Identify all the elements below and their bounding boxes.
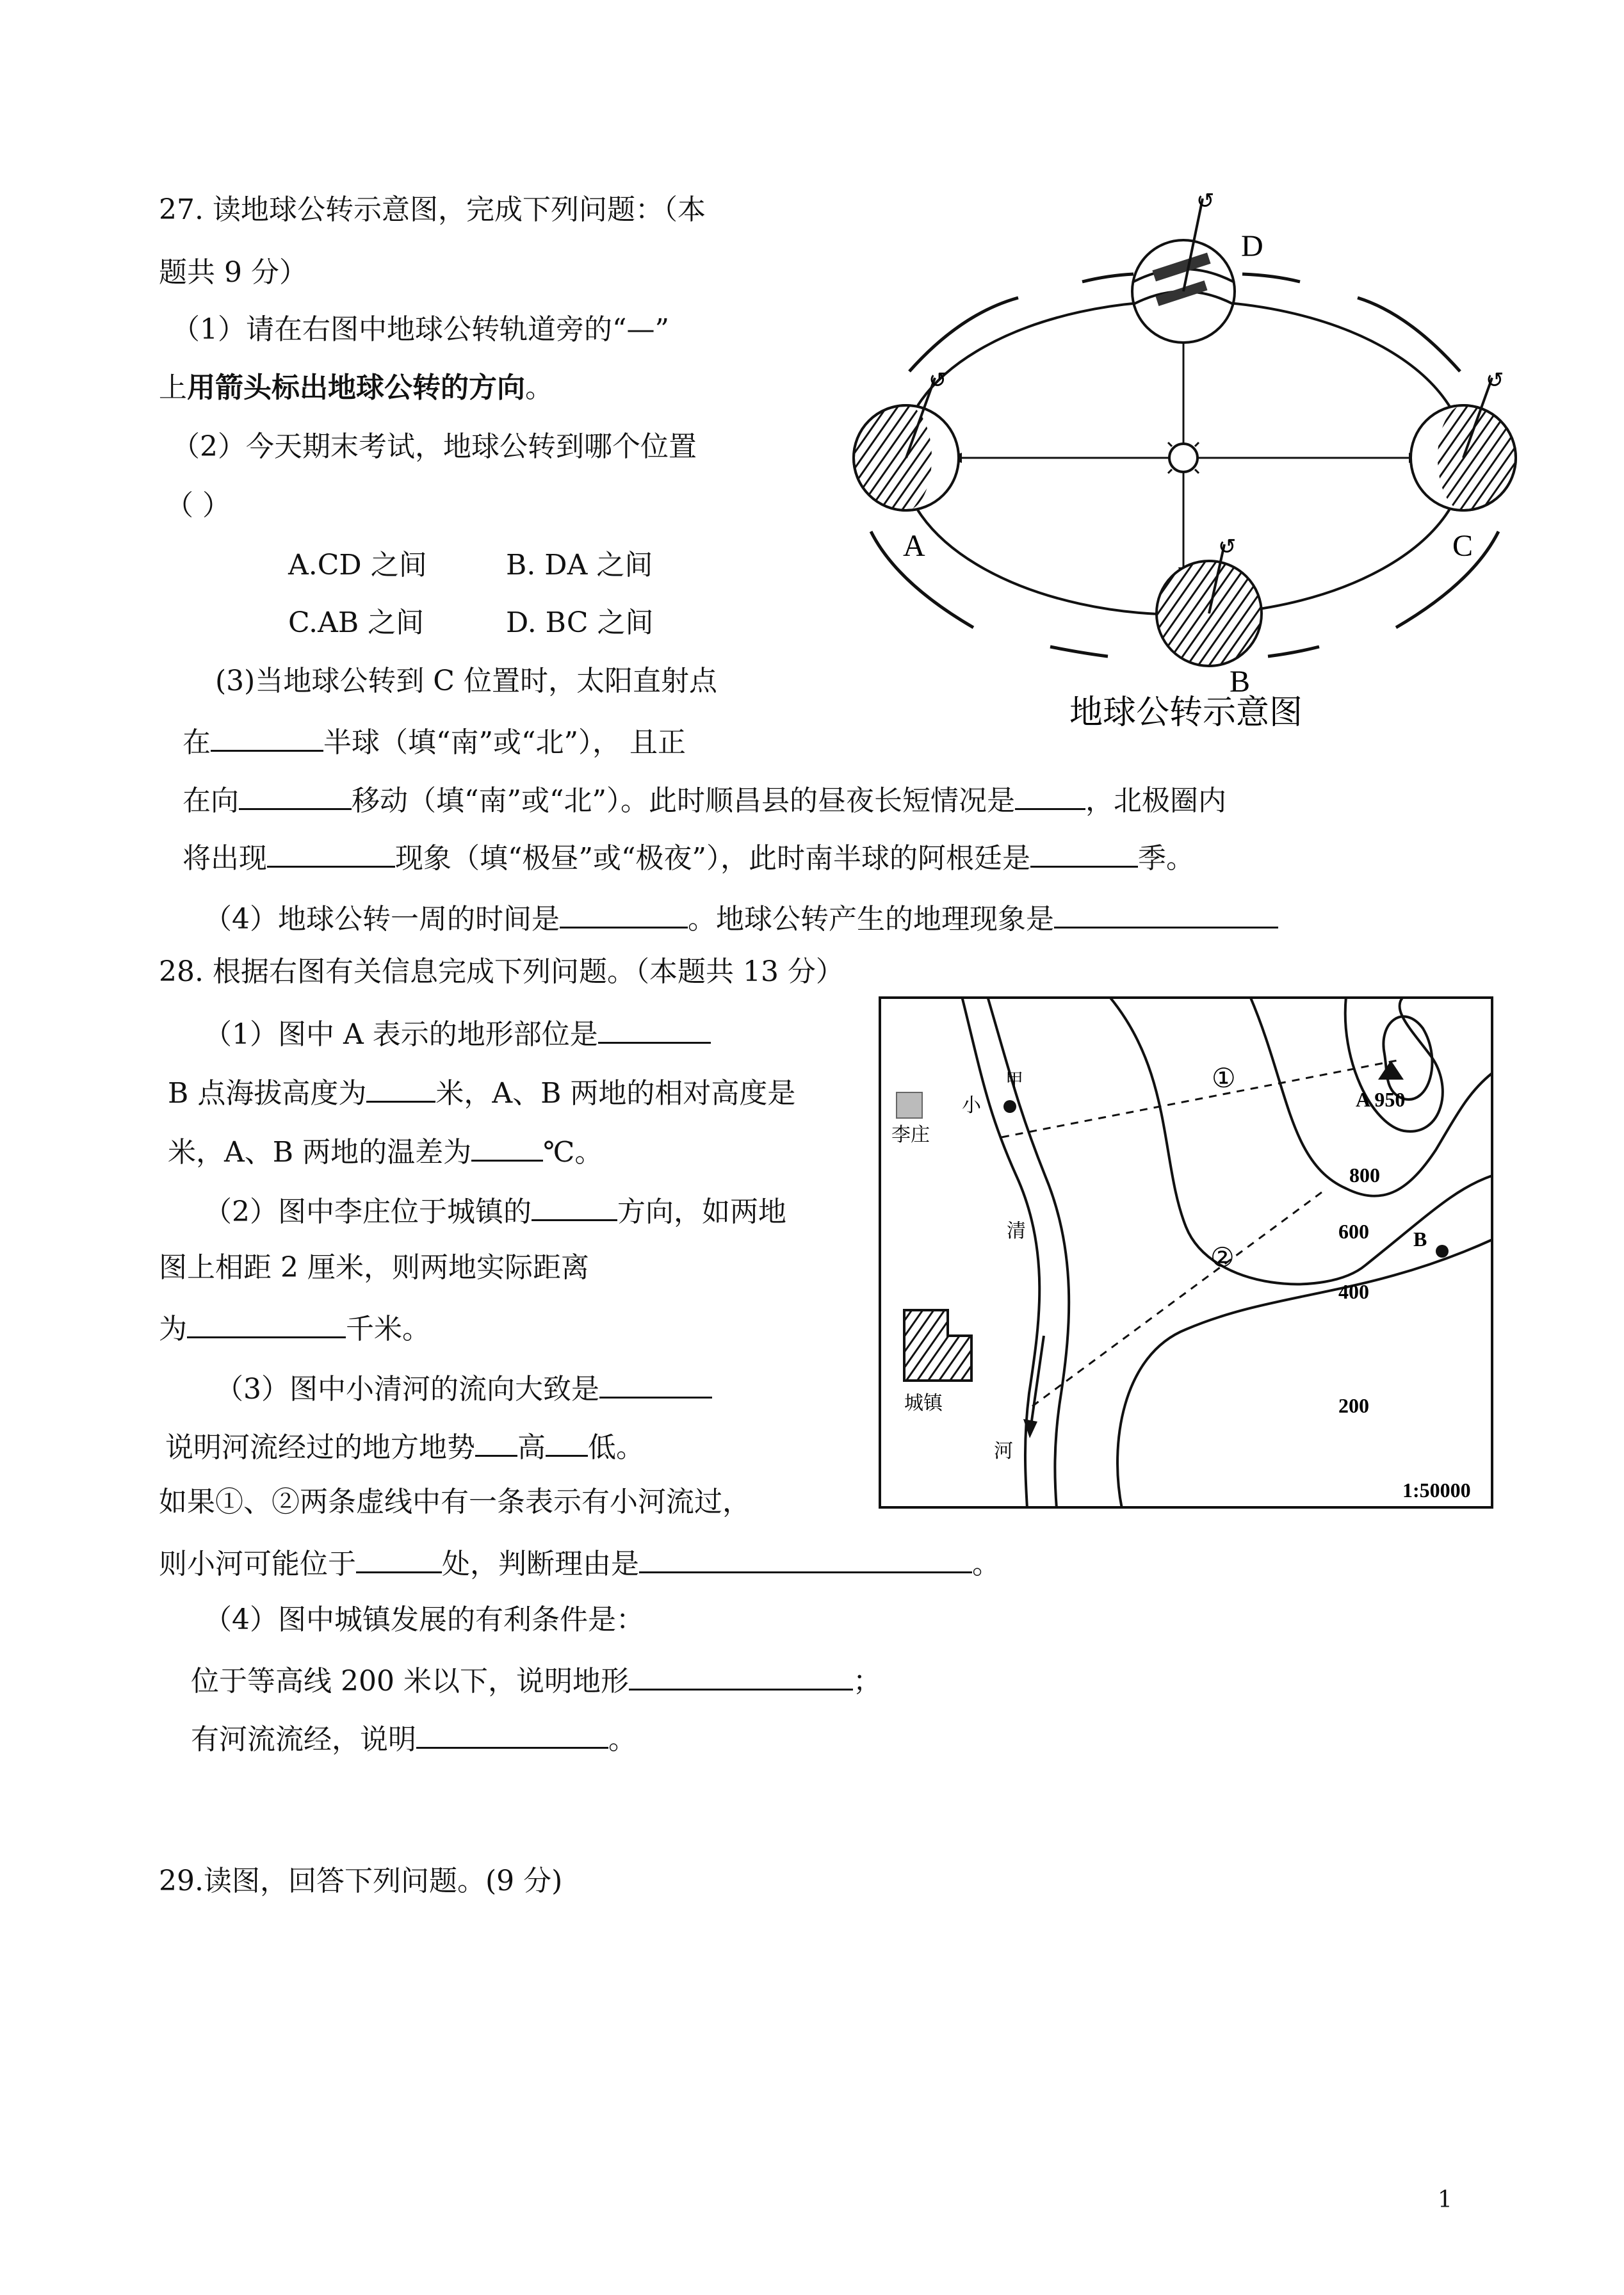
q28-part4-text: 。 — [608, 1723, 637, 1756]
q29-header: 29.读图，回答下列问题。(9 分) — [159, 1865, 563, 1897]
q28-part1-text: 米，A、B 两地的温差为 — [168, 1136, 472, 1169]
answer-blank[interactable] — [629, 1660, 853, 1691]
page-number: 1 — [1438, 2187, 1452, 2213]
svg-text:↺: ↺ — [929, 369, 947, 393]
q28-part1-text: （1）图中 A 表示的地形部位是 — [204, 1018, 598, 1051]
q27-part3-text: 移动（填“南”或“北”）。此时顺昌县的昼夜长短情况是 — [352, 784, 1015, 817]
svg-text:↺: ↺ — [1486, 369, 1504, 393]
q27-part3-text: ，北极圈内 — [1085, 784, 1226, 817]
q27-part2-paren: （ ） — [165, 489, 231, 522]
answer-blank[interactable] — [599, 1368, 712, 1399]
earth-revolution-diagram — [832, 186, 1537, 749]
q27-part3-text: 季。 — [1137, 842, 1194, 875]
answer-blank[interactable] — [1054, 898, 1278, 929]
point-b-icon — [1436, 1245, 1449, 1258]
answer-blank[interactable] — [416, 1719, 608, 1749]
q28-part3-line2 — [165, 1427, 644, 1466]
q28-part4-line3 — [191, 1719, 637, 1758]
map-frame — [880, 998, 1492, 1507]
label-c: C — [1452, 529, 1474, 563]
q28-part3-text: 高 — [517, 1431, 546, 1464]
contour-label: 400 — [1338, 1280, 1369, 1303]
q28-part2-text: （2）图中李庄位于城镇的 — [204, 1196, 532, 1228]
answer-blank[interactable] — [366, 1073, 435, 1103]
label-a: A — [903, 529, 925, 563]
q28-part2-text: 千米。 — [346, 1313, 430, 1345]
earth-position-b — [1157, 535, 1262, 666]
label-d: D — [1241, 229, 1263, 263]
q28-part3-text: （3）图中小清河的流向大致是 — [215, 1373, 599, 1406]
contour-label: 800 — [1349, 1164, 1380, 1187]
village-icon — [897, 1092, 922, 1118]
q27-part4-text: （4）地球公转一周的时间是 — [204, 903, 560, 936]
q27-part3-text: 现象（填“极昼”或“极夜”），此时南半球的阿根廷是 — [395, 842, 1030, 875]
q27-part4 — [204, 898, 1278, 937]
town-label: 城镇 — [904, 1393, 943, 1414]
q27-option-c: C.AB 之间 — [288, 606, 425, 639]
q28-part4-text: 位于等高线 200 米以下，说明地形 — [191, 1665, 629, 1698]
line-2-label: ② — [1210, 1244, 1235, 1273]
line-1-label: ① — [1212, 1064, 1236, 1094]
q27-option-d: D. BC 之间 — [506, 606, 654, 639]
q28-part3-text: 处，判断理由是 — [442, 1548, 639, 1580]
q27-part3-line4 — [183, 838, 1194, 877]
q28-part3 — [215, 1368, 712, 1407]
q28-part4: （4）图中城镇发展的有利条件是： — [204, 1603, 644, 1636]
q28-part2-text: 方向，如两地 — [617, 1196, 786, 1228]
answer-blank[interactable] — [1030, 838, 1138, 868]
answer-blank[interactable] — [546, 1427, 588, 1457]
q27-part3-text: 在向 — [183, 784, 239, 817]
answer-blank[interactable] — [267, 838, 395, 868]
answer-blank[interactable] — [471, 1131, 543, 1162]
figure-caption: 地球公转示意图 — [1069, 695, 1303, 731]
earth-position-a — [854, 369, 959, 510]
q28-part1-text: B 点海拔高度为 — [168, 1077, 367, 1110]
q27-option-a: A.CD 之间 — [288, 549, 427, 581]
river-char: 清 — [1007, 1220, 1026, 1242]
q27-part3-line3 — [183, 780, 1226, 819]
q28-part3-text: 说明河流经过的地方地势 — [165, 1431, 475, 1464]
svg-text:↺: ↺ — [1218, 535, 1237, 559]
map-scale: 1:50000 — [1402, 1479, 1471, 1502]
q28-header: 28. 根据右图有关信息完成下列问题。（本题共 13 分） — [159, 955, 844, 988]
answer-blank[interactable] — [239, 780, 352, 810]
contour-label: 600 — [1338, 1220, 1369, 1243]
q27-part3-text: 将出现 — [183, 842, 267, 875]
answer-blank[interactable] — [560, 898, 688, 929]
q28-part4-line2 — [191, 1660, 881, 1699]
q27-part3: (3)当地球公转到 C 位置时，太阳直射点 — [215, 665, 717, 697]
q28-part2-line3 — [159, 1308, 430, 1347]
q28-part3-line4 — [159, 1543, 1000, 1582]
q27-part2: （2）今天期末考试，地球公转到哪个位置 — [172, 430, 697, 463]
point-jia-label: 甲 — [1005, 1071, 1024, 1091]
peak-label: A 950 — [1356, 1088, 1406, 1111]
q27-option-b: B. DA 之间 — [506, 549, 653, 581]
q27-part3-text: 在 — [183, 726, 211, 759]
river-char: 河 — [994, 1441, 1013, 1462]
q28-part1-line3 — [168, 1131, 603, 1171]
q28-part1-text: 米，A、B 两地的相对高度是 — [435, 1077, 796, 1110]
answer-blank[interactable] — [598, 1014, 711, 1044]
q28-part3-text: 则小河可能位于 — [159, 1548, 356, 1580]
q27-part1-bold: 用箭头标出地球公转的方向 — [187, 371, 525, 404]
answer-blank[interactable] — [532, 1191, 617, 1221]
q28-part2 — [204, 1191, 786, 1230]
q27-header: 27. 读地球公转示意图，完成下列问题：（本 — [159, 193, 706, 226]
answer-blank[interactable] — [187, 1308, 346, 1338]
q28-part1 — [204, 1014, 711, 1053]
q27-part1-cont — [159, 370, 553, 406]
answer-blank[interactable] — [639, 1543, 972, 1573]
q28-part4-text: 有河流流经，说明 — [191, 1723, 416, 1756]
answer-blank[interactable] — [475, 1427, 517, 1457]
answer-blank[interactable] — [1015, 780, 1085, 810]
label-b: B — [1230, 665, 1251, 699]
river-char: 小 — [962, 1095, 981, 1116]
q27-part3-line2 — [183, 722, 686, 761]
point-jia-icon — [1003, 1100, 1016, 1113]
earth-position-d — [1132, 190, 1235, 343]
point-b-label: B — [1413, 1228, 1427, 1251]
earth-position-c — [1411, 369, 1516, 510]
q28-part1-line2 — [168, 1073, 795, 1112]
q28-part3-text: 低。 — [588, 1431, 644, 1464]
answer-blank[interactable] — [211, 722, 323, 752]
q28-part3-text: 。 — [972, 1548, 1000, 1580]
q27-header-cont: 题共 9 分） — [159, 256, 307, 289]
q27-part4-text: 。地球公转产生的地理现象是 — [688, 903, 1054, 936]
q28-part3-line3: 如果①、②两条虚线中有一条表示有小河流过， — [159, 1486, 751, 1518]
contour-label: 200 — [1338, 1394, 1369, 1417]
q27-part1: （1）请在右图中地球公转轨道旁的“—” — [172, 313, 669, 346]
svg-text:↺: ↺ — [1196, 190, 1215, 213]
q28-part2-line2: 图上相距 2 厘米，则两地实际距离 — [159, 1251, 589, 1284]
q28-part2-text: 为 — [159, 1313, 187, 1345]
q27-part1-end: 。 — [525, 371, 553, 404]
contour-map — [879, 996, 1493, 1509]
answer-blank[interactable] — [356, 1543, 442, 1573]
q27-part1-plain: 上 — [159, 371, 187, 404]
village-label: 李庄 — [891, 1124, 930, 1146]
q27-part3-text: 半球（填“南”或“北”）， 且正 — [323, 726, 686, 759]
q28-part4-text: ； — [852, 1665, 881, 1698]
q28-part1-text: ℃。 — [543, 1136, 603, 1169]
